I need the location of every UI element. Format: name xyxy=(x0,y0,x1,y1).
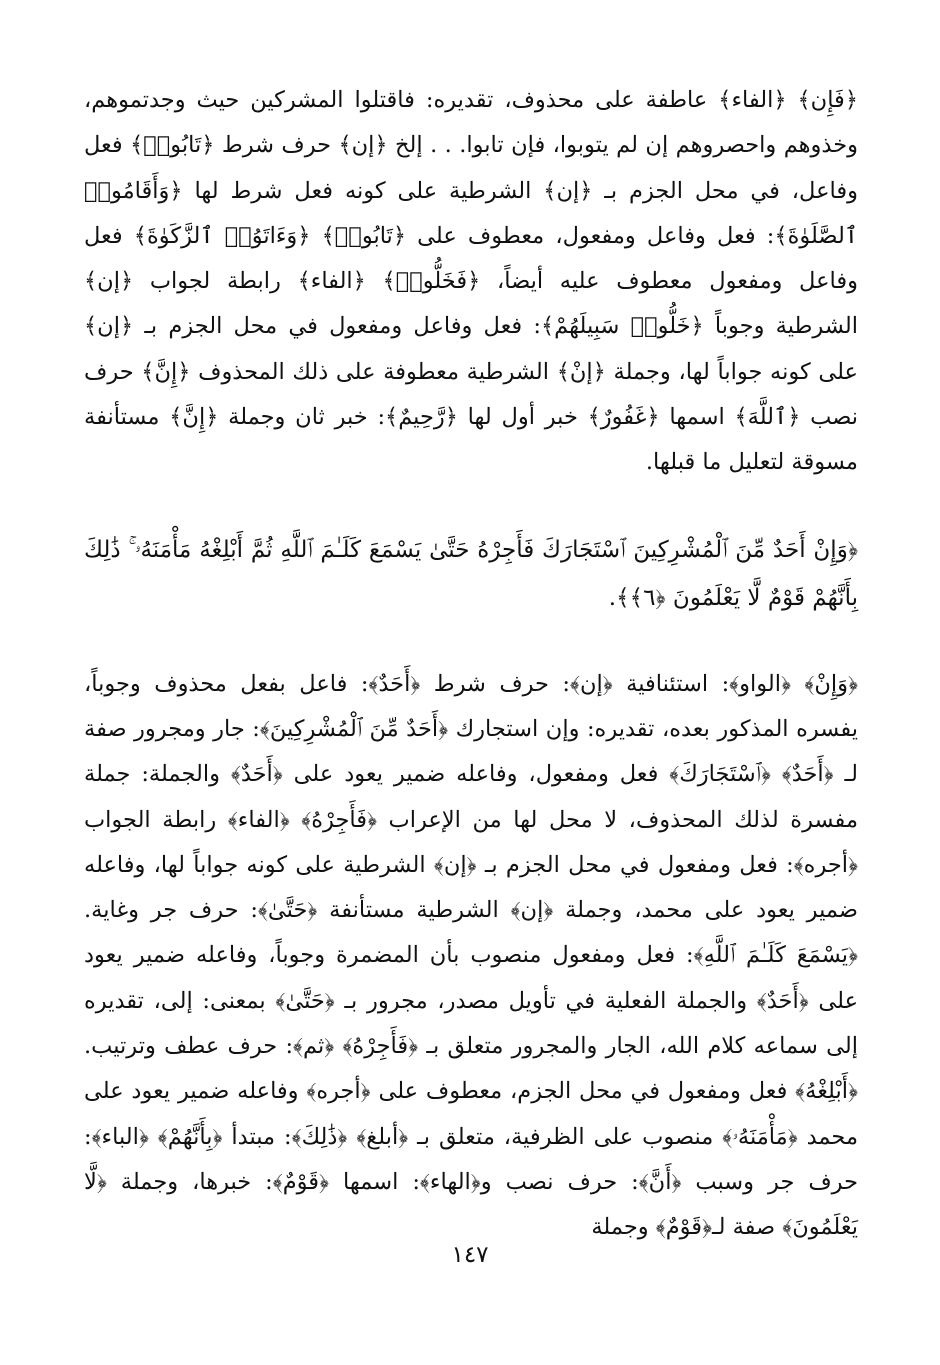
commentary-paragraph-1: ﴿فَإِن﴾ ﴿الفاء﴾ عاطفة على محذوف، تقديره: فاقتلوا المشركين حيث وجدتموهم، وخذوهم واحصروهم إن لم يتوبوا، فإن تابوا. . . إلخ ﴿إن﴾ حرف شرط ﴿تَابُوا۟﴾ فعل وفاعل، في محل الجزم بـ ﴿إن﴾ الشرطية على كونه فعل شرط لها ﴿وَأَقَامُوا۟ ٱلصَّلَوٰةَ﴾: فعل وفاعل ومفعول، معطوف على ﴿تَابُوا۟﴾ ﴿وَءَاتَوُا۟ ٱلزَّكَوٰةَ﴾ فعل وفاعل ومفعول معطوف عليه أيضاً، ﴿فَخَلُّوا۟﴾ ﴿الفاء﴾ رابطة لجواب ﴿إن﴾ الشرطية وجوباً ﴿خَلُّوا۟ سَبِيلَهُمْ﴾: فعل وفاعل ومفعول في محل الجزم بـ ﴿إن﴾ على كونه جواباً لها، وجملة ﴿إنْ﴾ الشرطية معطوفة على ذلك المحذوف ﴿إِنَّ﴾ حرف نصب ﴿ٱللَّهَ﴾ اسمها ﴿غَفُورٌ﴾ خبر أول لها ﴿رَّحِيمٌ﴾: خبر ثان وجملة ﴿إِنَّ﴾ مستأنفة مسوقة لتعليل ما قبلها. xyxy=(84,87,858,476)
page-number: ١٤٧ xyxy=(451,1242,489,1268)
commentary-paragraph-2: ﴿وَإِنْ﴾ ﴿الواو﴾: استئنافية ﴿إن﴾: حرف شرط ﴿أَحَدٌ﴾: فاعل بفعل محذوف وجوباً، يفسره المذكور بعده، تقديره: وإن استجارك ﴿أَحَدٌ مِّنَ ٱلْمُشْرِكِينَ﴾: جار ومجرور صفة لـ ﴿أَحَدٌ﴾ ﴿ٱسْتَجَارَكَ﴾ فعل ومفعول، وفاعله ضمير يعود على ﴿أَحَدٌ﴾ والجملة: جملة مفسرة لذلك المحذوف، لا محل لها من الإعراب ﴿فَأَجِرْهُ﴾ ﴿الفاء﴾ رابطة الجواب ﴿أجره﴾: فعل ومفعول في محل الجزم بـ ﴿إن﴾ الشرطية على كونه جواباً لها، وفاعله ضمير يعود على محمد، وجملة ﴿إن﴾ الشرطية مستأنفة ﴿حَتَّىٰ﴾: حرف جر وغاية. ﴿يَسْمَعَ كَلَـٰمَ ٱللَّهِ﴾: فعل ومفعول منصوب بأن المضمرة وجوباً، وفاعله ضمير يعود على ﴿أَحَدٌ﴾ والجملة الفعلية في تأويل مصدر، مجرور بـ ﴿حَتَّىٰ﴾ بمعنى: إلى، تقديره إلى سماعه كلام الله، الجار والمجرور متعلق بـ ﴿فَأَجِرْهُ﴾ ﴿ثم﴾: حرف عطف وترتيب. ﴿أَبْلِغْهُ﴾ فعل ومفعول في محل الجزم، معطوف على ﴿أجره﴾ وفاعله ضمير يعود على محمد ﴿مَأْمَنَهُۥ﴾ منصوب على الظرفية، متعلق بـ ﴿أبلغ﴾ ﴿ذَٰلِكَ﴾: مبتدأ ﴿بِأَنَّهُمْ﴾ ﴿الباء﴾: حرف جر وسبب ﴿أَنَّ﴾: حرف نصب و﴿الهاء﴾: اسمها ﴿قَوْمٌ﴾: خبرها، وجملة ﴿لَّا يَعْلَمُونَ﴾ صفة لـ﴿قَوْمٌ﴾ وجملة xyxy=(84,670,858,1241)
quran-verse: ﴿وَإِنْ أَحَدٌ مِّنَ ٱلْمُشْرِكِينَ ٱسْتَجَارَكَ فَأَجِرْهُ حَتَّىٰ يَسْمَعَ كَلَـٰمَ ٱللَّهِ ثُمَّ أَبْلِغْهُ مَأْمَنَهُۥ ۚ ذَٰلِكَ بِأَنَّهُمْ قَوْمٌ لَّا يَعْلَمُونَ ﴿٦﴾﴾. xyxy=(84,536,858,611)
